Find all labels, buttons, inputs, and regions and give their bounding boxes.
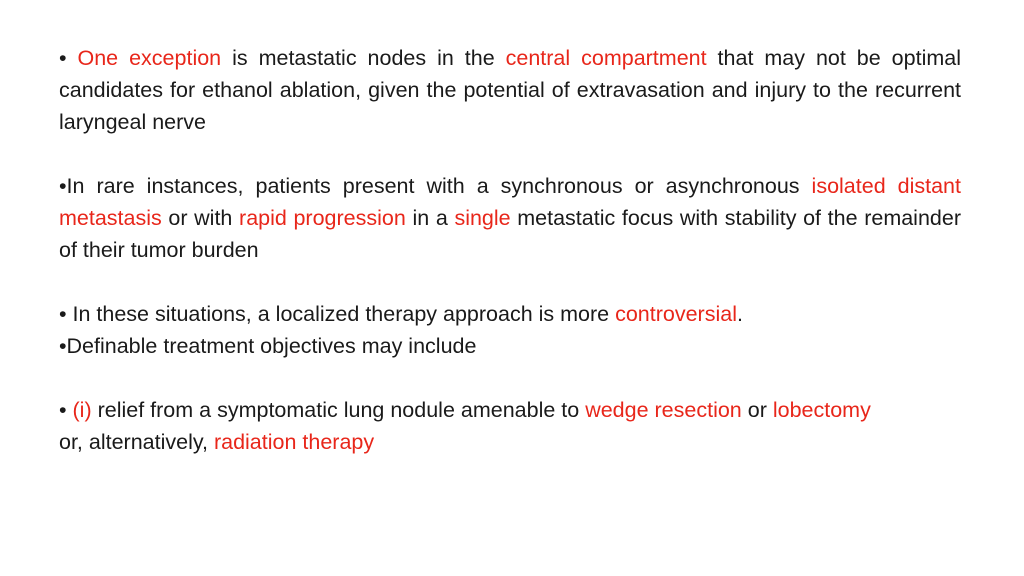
highlight-single: single	[454, 206, 511, 230]
highlight-radiation-therapy: radiation therapy	[213, 430, 375, 454]
text: is metastatic nodes in the	[221, 46, 506, 70]
paragraph-rare-instances	[59, 170, 961, 266]
paragraph-situations	[59, 298, 961, 330]
text: that may not be optimal candidates for ethanol ablation, given the potential of extravasation and injury to the recurrent laryngeal nerve	[59, 46, 961, 134]
highlight-wedge-resection: wedge resection	[585, 398, 742, 422]
highlight-lobectomy: lobectomy	[772, 398, 871, 422]
text: or, alternatively,	[59, 430, 214, 454]
text: in a	[405, 206, 455, 230]
bullet: •	[59, 334, 67, 358]
text: or	[741, 398, 773, 422]
highlight-central-compartment: central compartment	[505, 46, 707, 70]
text: relief from a symptomatic lung nodule amenable to	[91, 398, 586, 422]
text: or with	[161, 206, 240, 230]
text: Definable treatment objectives may include	[66, 334, 477, 358]
text: .	[736, 302, 743, 326]
bullet: •	[59, 398, 67, 422]
paragraph-exception	[59, 42, 961, 138]
slide-content	[59, 42, 961, 458]
highlight-isolated-distant-metastasis: isolated distant metastasis	[59, 174, 961, 230]
paragraph-relief	[59, 394, 961, 426]
highlight-one-exception: One exception	[77, 46, 222, 70]
bullet: •	[59, 46, 67, 70]
bullet: •	[59, 174, 67, 198]
highlight-rapid-progression: rapid progression	[239, 206, 406, 230]
highlight-i: (i)	[72, 398, 92, 422]
text: metastatic focus with stability of the remainder of their tumor burden	[59, 206, 961, 262]
paragraph-objectives	[59, 330, 961, 362]
text: In rare instances, patients present with a synchronous or asynchronous	[66, 174, 812, 198]
highlight-controversial: controversial	[615, 302, 737, 326]
bullet: •	[59, 302, 67, 326]
paragraph-relief-continued	[59, 426, 961, 458]
text: In these situations, a localized therapy approach is more	[66, 302, 616, 326]
